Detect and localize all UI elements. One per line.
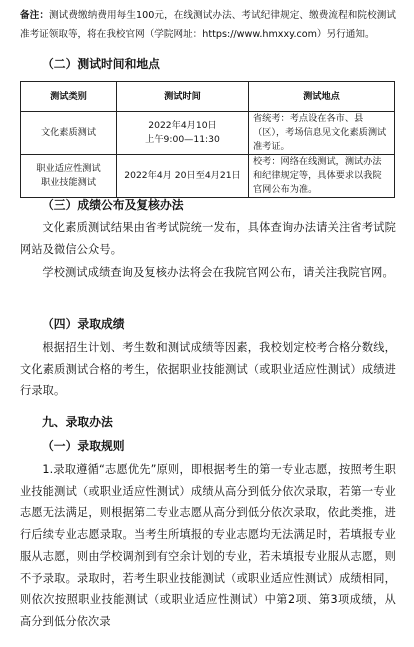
results-paragraph-2: 学校测试成绩查询及复核办法将会在我院官网公布，请关注我院官网。 [42,266,394,279]
table-header-row [21,82,395,112]
section-heading-admission-score: （四）录取成绩 [42,317,125,331]
note-text: 测试费缴纳费用每生100元，在线测试办法、考试纪律规定、缴费流程和院校测试准考证领取等，将在我校官网（学院网址：https://www.hmxxy.com）另行通知。 [20,10,397,40]
section-heading-time-place: （二）测试时间和地点 [42,57,160,71]
table-header-location: 测试地点 [249,82,395,112]
table-cell-category [21,155,117,198]
table-cell-category: 文化素质测试 [21,112,117,155]
table-cell-location: 校考：网络在线测试，测试办法和纪律规定等，具体要求以我院官网公布为准。 [249,155,395,198]
note-label: 备注： [20,10,50,21]
results-paragraph-1: 文化素质测试结果由省考试院统一发布，具体查询办法请关注省考试院网站及微信公众号。 [20,221,396,256]
table-cell-time: 2022年4月 20日至4月21日 [117,155,249,198]
table-header-time: 测试时间 [117,82,249,112]
section-heading-admission-rules: （一）录取规则 [42,439,125,453]
table-cell-time [117,112,249,155]
category-line-1: 职业适应性测试 [36,163,101,174]
table-row [21,112,395,155]
table-cell-location: 省统考：考点设在各市、县（区），考场信息见文化素质测试准考证。 [249,112,395,155]
table-header-category: 测试类别 [21,82,117,112]
admission-rules-paragraph: 1.录取遵循“志愿优先”原则，即根据考生的第一专业志愿，按照考生职业技能测试（或职业适应性测试）成绩从高分到低分依次录取，若第一专业志愿无法满足，则根据第二专业志愿从高分到低分依次录取，依此类推，进行后续专业志愿录取。当考生所填报的专业志愿均无法满足时，若填报专业服从志愿，则由学校调剂到有空余计划的专业，若未填报专业服从志愿，则不予录取。录取时，若考生职业技能测试（或职业适应性测试）成绩相同，则依次按照职业技能测试（或职业适应性测试）中第2项、第3项成绩，从高分到低分依次录 [20,463,396,628]
table-row [21,155,395,198]
time-date: 2022年4月10日 [148,120,217,131]
fee-note [20,6,396,44]
admission-score-paragraph: 根据招生计划、考生数和测试成绩等因素，我校划定校考合格分数线，文化素质测试合格的考生，依据职业技能测试（或职业适应性测试）成绩进行录取。 [20,341,396,398]
time-hours: 上午9:00—11:30 [145,134,220,145]
section-heading-admission-method: 九、录取办法 [42,415,113,429]
category-line-2: 职业技能测试 [40,177,97,188]
section-heading-results: （三）成绩公布及复核办法 [42,198,184,212]
test-schedule-table [20,81,395,198]
